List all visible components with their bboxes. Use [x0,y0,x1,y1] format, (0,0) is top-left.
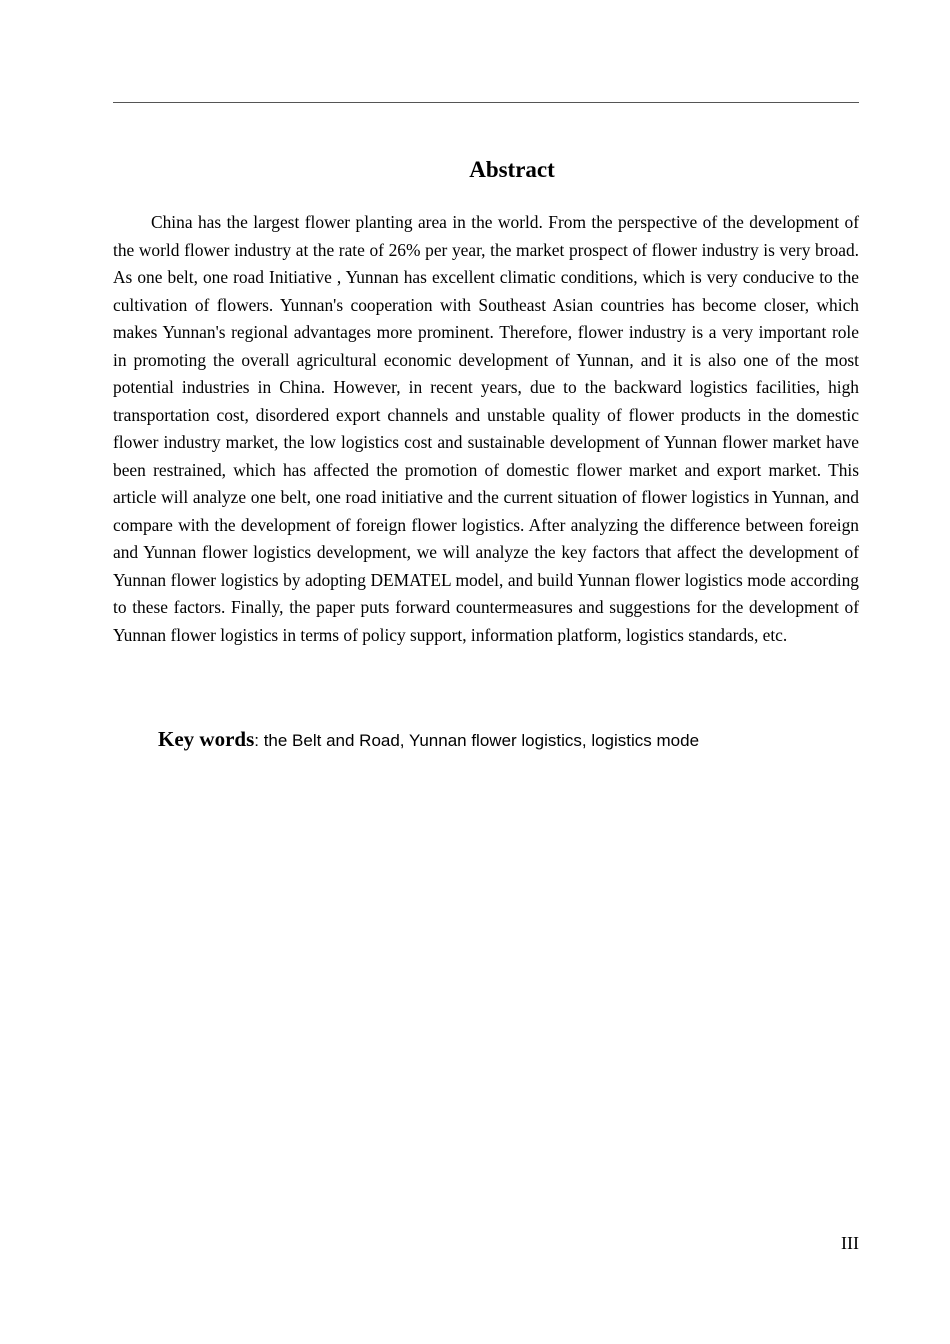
page-title: Abstract [469,157,555,182]
keywords-separator: : [254,731,264,750]
keywords-label: Key words [158,727,255,751]
abstract-body: China has the largest flower planting area in the world. From the perspective of the development of the world flower industry at the rate of 26% per year, the market prospect of flower industry is very broad. As one belt, one road Initiative , Yunnan has excellent climatic conditions, which is very conducive to the cultivation of flowers. Yunnan's cooperation with Southeast Asian countries has become closer, which makes Yunnan's regional advantages more prominent. Therefore, flower industry is a very important role in promoting the overall agricultural economic development of Yunnan, and it is also one of the most potential industries in China. However, in recent years, due to the backward logistics facilities, high transportation cost, disordered export channels and unstable quality of flower products in the domestic flower industry market, the low logistics cost and sustainable development of Yunnan flower market have been restrained, which has affected the promotion of domestic flower market and export market. This article will analyze one belt, one road initiative and the current situation of flower logistics in Yunnan, and compare with the development of foreign flower logistics. After analyzing the difference between foreign and Yunnan flower logistics development, we will analyze the key factors that affect the development of Yunnan flower logistics by adopting DEMATEL model, and build Yunnan flower logistics mode according to these factors. Finally, the paper puts forward countermeasures and suggestions for the development of Yunnan flower logistics in terms of policy support, information platform, logistics standards, etc. [113,212,859,645]
keywords-text: the Belt and Road, Yunnan flower logistics, logistics mode [263,731,700,750]
keywords-line [158,725,859,755]
page-number: III [841,1233,859,1253]
header-divider [113,102,859,103]
